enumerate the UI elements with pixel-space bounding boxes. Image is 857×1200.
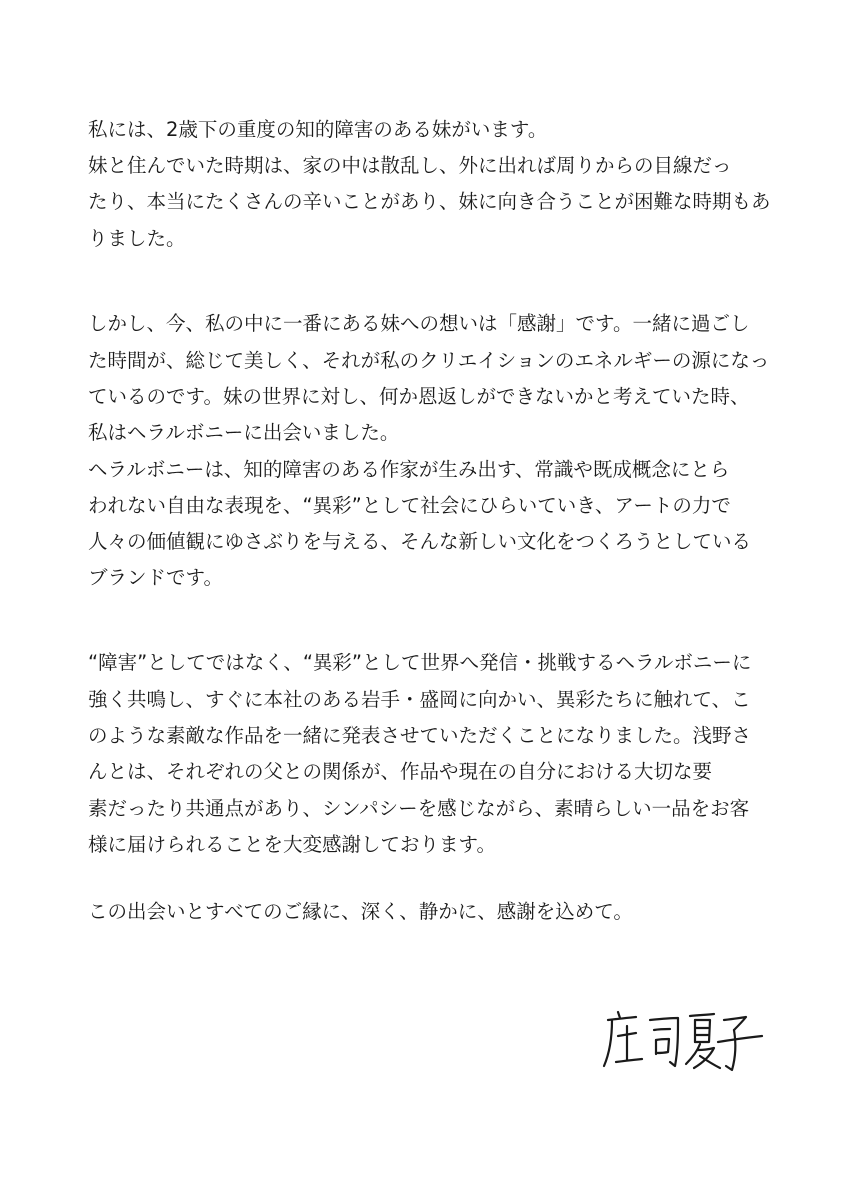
letter-line: 素だったり共通点があり、シンパシーを感じながら、素晴らしい一品をお客 — [88, 797, 750, 820]
letter-line: われない自由な表現を、“異彩”として社会にひらいていき、アートの力で — [88, 494, 731, 517]
letter-line: 人々の価値観にゆさぶりを与える、そんな新しい文化をつくろうとしている — [88, 530, 752, 553]
letter-line: んとは、それぞれの父との関係が、作品や現在の自分における大切な要 — [88, 760, 713, 783]
handwritten-signature — [600, 1002, 770, 1082]
letter-line: た時間が、総じて美しく、それが私のクリエイションのエネルギーの源になっ — [88, 349, 770, 372]
letter-line: 様に届けられることを大変感謝しております。 — [88, 833, 496, 856]
letter-line: ているのです。妹の世界に対し、何か恩返しができないかと考えていた時、 — [88, 385, 750, 408]
letter-line: 強く共鳴し、すぐに本社のある岩手・盛岡に向かい、異彩たちに触れて、こ — [88, 688, 751, 711]
letter-line: “障害”としてではなく、“異彩”として世界へ発信・挑戦するヘラルボニーに — [88, 651, 752, 674]
letter-line: しかし、今、私の中に一番にある妹への想いは「感謝」です。一緒に過ごし — [88, 312, 750, 335]
letter-line: 私には、2歳下の重度の知的障害のある妹がいます。 — [88, 118, 548, 141]
letter-line: りました。 — [88, 227, 186, 250]
letter-line: 妹と住んでいた時期は、家の中は散乱し、外に出れば周りからの目線だっ — [88, 154, 732, 177]
letter-line: たり、本当にたくさんの辛いことがあり、妹に向き合うことが困難な時期もあ — [88, 190, 771, 213]
letter-line: この出会いとすべてのご縁に、深く、静かに、感謝を込めて。 — [88, 900, 633, 923]
letter-line: のような素敵な作品を一緒に発表させていただくことになりました。浅野さ — [88, 724, 752, 747]
letter-line: ブランドです。 — [88, 566, 223, 589]
letter-line: ヘラルボニーは、知的障害のある作家が生み出す、常識や既成概念にとら — [88, 458, 730, 481]
letter-line: 私はヘラルボニーに出会いました。 — [88, 421, 400, 444]
